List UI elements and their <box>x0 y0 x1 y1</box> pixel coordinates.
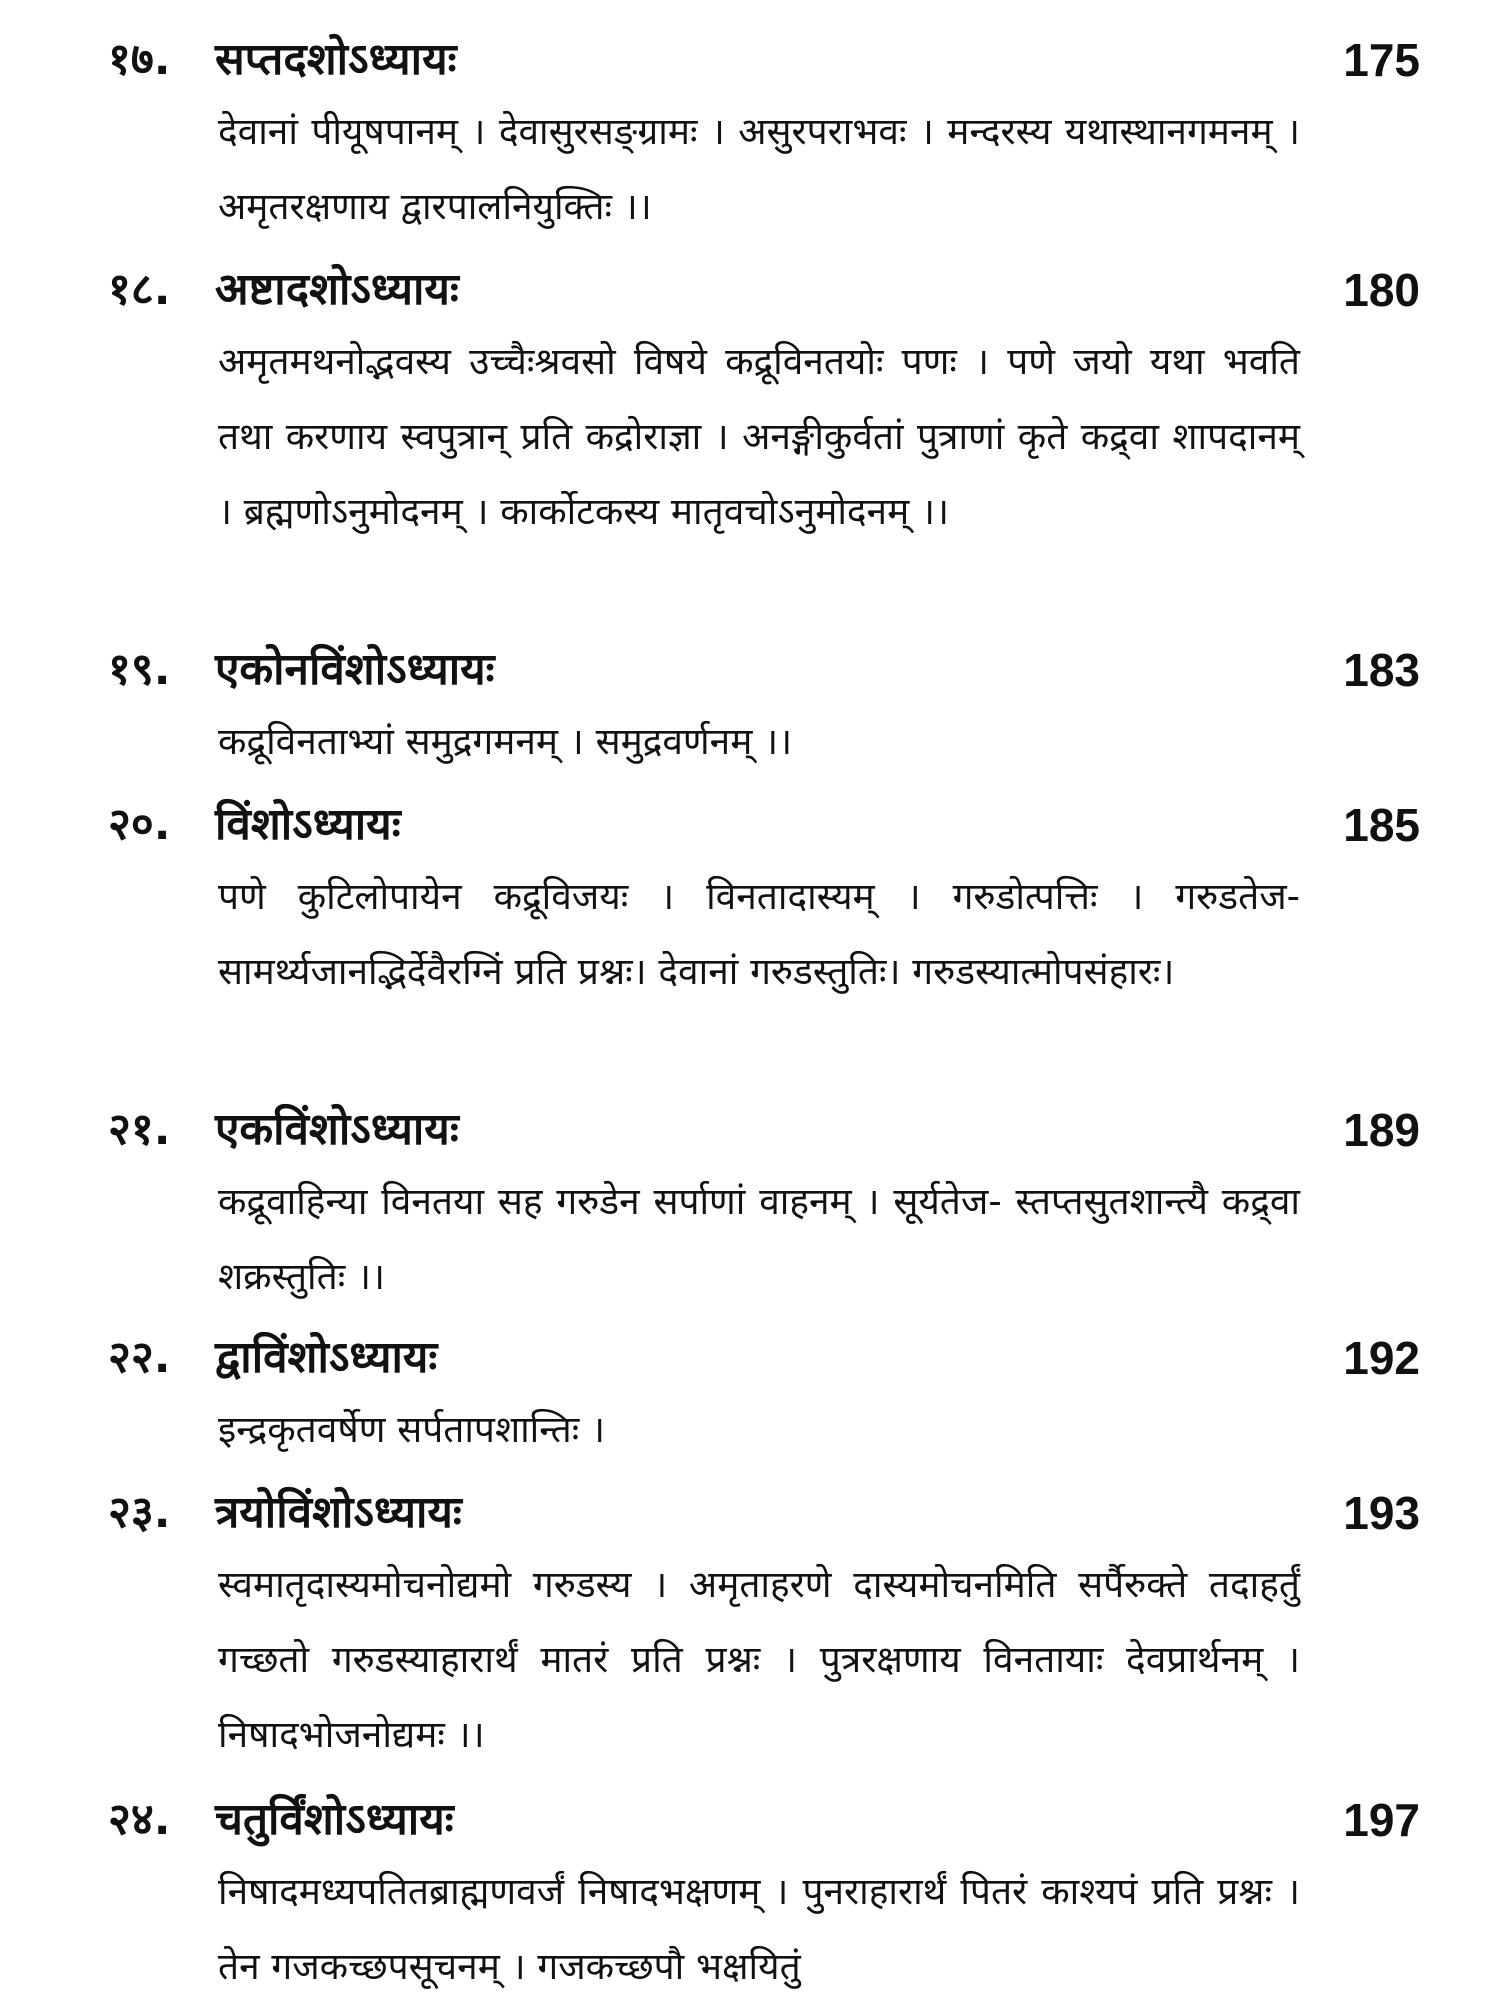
chapter-summary: अमृतमथनोद्भवस्य उच्चैःश्रवसो विषये कद्रूविनतयोः पणः । पणे जयो यथा भवति तथा करणाय स्वपुत्रान् प्रति कद्रोराज्ञा । अनङ्गीकुर्वतां पुत्राणां कृते कद्र्वा शापदानम् । ब्रह्मणोऽनुमोदनम् । कार्कोटकस्य मातृवचोऽनुमोदनम् ।। <box>218 340 1300 533</box>
chapter-title[interactable]: द्वाविंशोऽध्यायः <box>215 1332 438 1383</box>
chapter-entry-17 <box>0 30 1500 244</box>
chapter-heading <box>0 30 1500 90</box>
chapter-title[interactable]: सप्तदशोऽध्यायः <box>215 34 457 85</box>
chapter-number: २३. <box>108 1487 171 1538</box>
chapter-entry-22 <box>0 1328 1500 1467</box>
chapter-number: २२. <box>108 1332 171 1383</box>
chapter-title[interactable]: एकविंशोऽध्यायः <box>215 1104 459 1155</box>
chapter-page-number[interactable]: 175 <box>1343 34 1420 86</box>
chapter-number: २४. <box>108 1794 171 1845</box>
chapter-page-number[interactable]: 197 <box>1343 1794 1420 1846</box>
chapter-number: १९. <box>108 644 171 695</box>
chapter-page-number[interactable]: 192 <box>1343 1332 1420 1384</box>
chapter-page-number[interactable]: 193 <box>1343 1487 1420 1539</box>
chapter-number: २०. <box>108 799 171 850</box>
chapter-page-number[interactable]: 189 <box>1343 1104 1420 1156</box>
chapter-title[interactable]: विंशोऽध्यायः <box>215 799 401 850</box>
chapter-summary: पणे कुटिलोपायेन कद्रूविजयः । विनतादास्यम् । गरुडोत्पत्तिः । गरुडतेज- सामर्थ्यजानद्भिर्देवैरग्निं प्रति प्रश्नः। देवानां गरुडस्तुतिः। गरुडस्यात्मोपसंहारः। <box>218 875 1300 993</box>
chapter-heading <box>0 1100 1500 1160</box>
chapter-entry-24 <box>0 1790 1500 2004</box>
chapter-number: २१. <box>108 1104 171 1155</box>
chapter-entry-18 <box>0 260 1500 549</box>
chapter-title[interactable]: अष्टादशोऽध्यायः <box>215 264 459 315</box>
chapter-heading <box>0 1483 1500 1543</box>
chapter-summary: देवानां पीयूषपानम् । देवासुरसङ्ग्रामः । असुरपराभवः । मन्दरस्य यथास्थानगमनम् । अमृतरक्षणाय द्वारपालनियुक्तिः ।। <box>218 110 1300 228</box>
chapter-title[interactable]: त्रयोविंशोऽध्यायः <box>215 1487 462 1538</box>
chapter-summary: कद्रूवाहिन्या विनतया सह गरुडेन सर्पाणां वाहनम् । सूर्यतेज- स्तप्तसुतशान्त्यै कद्र्वा शक्रस्तुतिः ।। <box>218 1180 1300 1298</box>
chapter-heading <box>0 1790 1500 1850</box>
chapter-entry-20 <box>0 795 1500 1009</box>
chapter-page-number[interactable]: 183 <box>1343 644 1420 696</box>
chapter-heading <box>0 1328 1500 1388</box>
chapter-entry-19 <box>0 640 1500 779</box>
chapter-page-number[interactable]: 185 <box>1343 799 1420 851</box>
chapter-summary: स्वमातृदास्यमोचनोद्यमो गरुडस्य । अमृताहरणे दास्यमोचनमिति सर्पैरुक्ते तदाहर्तुं गच्छतो गरुडस्याहारार्थं मातरं प्रति प्रश्नः । पुत्ररक्षणाय विनतायाः देवप्रार्थनम् । निषादभोजनोद्यमः ।। <box>218 1563 1300 1756</box>
chapter-title[interactable]: एकोनविंशोऽध्यायः <box>215 644 495 695</box>
chapter-number: १८. <box>108 264 171 315</box>
chapter-summary: निषादमध्यपतितब्राह्मणवर्जं निषादभक्षणम् । पुनराहारार्थं पितरं काश्यपं प्रति प्रश्नः । तेन गजकच्छपसूचनम् । गजकच्छपौ भक्षयितुं <box>218 1870 1300 1988</box>
chapter-entry-23 <box>0 1483 1500 1772</box>
chapter-heading <box>0 260 1500 320</box>
chapter-summary: इन्द्रकृतवर्षेण सर्पतापशान्तिः । <box>218 1408 606 1451</box>
chapter-number: १७. <box>108 34 171 85</box>
chapter-title[interactable]: चतुर्विंशोऽध्यायः <box>215 1794 454 1845</box>
chapter-heading <box>0 640 1500 700</box>
chapter-page-number[interactable]: 180 <box>1343 264 1420 316</box>
chapter-summary: कद्रूविनताभ्यां समुद्रगमनम् । समुद्रवर्णनम् ।। <box>218 720 793 763</box>
chapter-heading <box>0 795 1500 855</box>
chapter-entry-21 <box>0 1100 1500 1314</box>
